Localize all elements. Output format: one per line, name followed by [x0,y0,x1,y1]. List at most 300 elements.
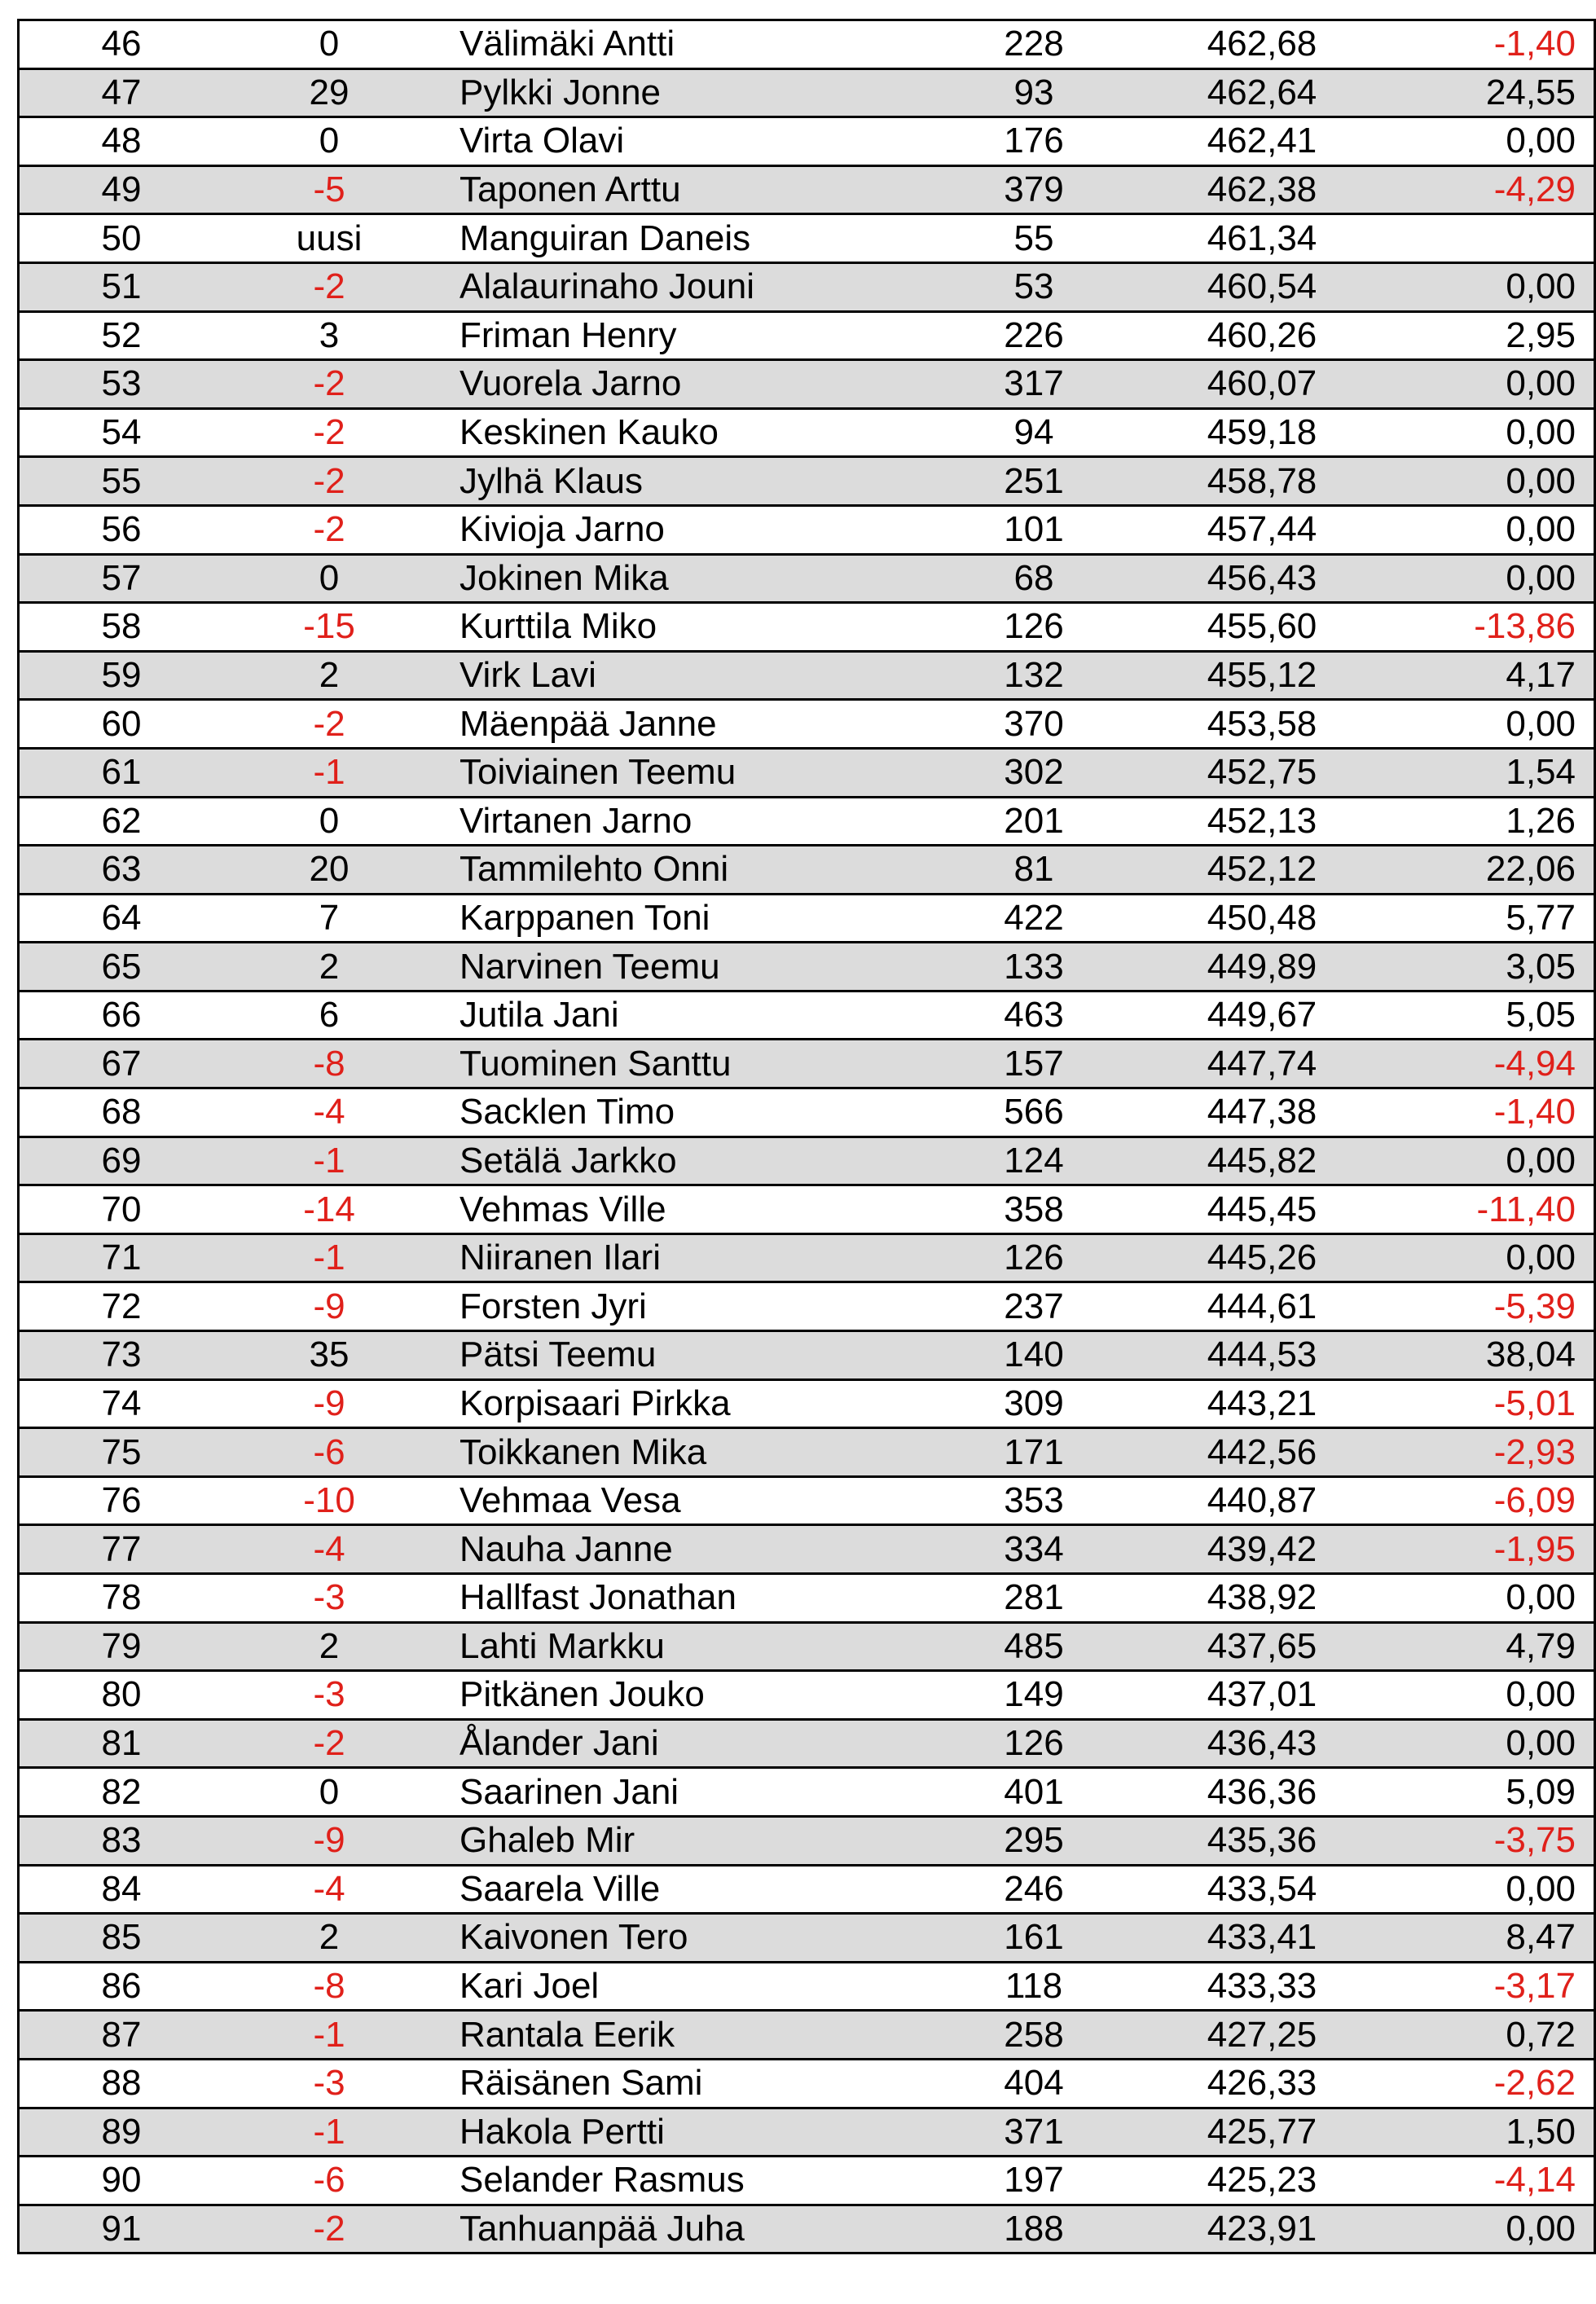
count-cell: 485 [940,1622,1128,1671]
name-cell: Lahti Markku [435,1622,940,1671]
count-cell: 188 [940,2205,1128,2253]
table-row [19,117,1595,166]
table-row [19,505,1595,554]
points-cell: 461,34 [1128,214,1396,263]
points-cell: 462,38 [1128,165,1396,214]
diff-cell: 1,50 [1396,2108,1595,2157]
points-cell: 447,38 [1128,1088,1396,1137]
diff-cell: -11,40 [1396,1185,1595,1234]
change-cell: -15 [223,603,435,652]
points-cell: 444,53 [1128,1331,1396,1380]
points-cell: 437,01 [1128,1671,1396,1720]
table-row [19,20,1595,69]
points-cell: 447,74 [1128,1040,1396,1088]
points-cell: 433,54 [1128,1865,1396,1914]
count-cell: 81 [940,846,1128,895]
rank-cell: 75 [19,1428,224,1477]
change-cell: 3 [223,311,435,360]
table-row [19,1768,1595,1817]
table-row [19,651,1595,700]
points-cell: 425,77 [1128,2108,1396,2157]
name-cell: Forsten Jyri [435,1282,940,1331]
diff-cell: 0,00 [1396,1233,1595,1282]
rank-cell: 88 [19,2059,224,2108]
change-cell: -6 [223,1428,435,1477]
rank-cell: 54 [19,408,224,457]
points-cell: 458,78 [1128,457,1396,506]
name-cell: Virta Olavi [435,117,940,166]
change-cell: -8 [223,1040,435,1088]
diff-cell: -2,93 [1396,1428,1595,1477]
points-cell: 462,41 [1128,117,1396,166]
diff-cell: 0,00 [1396,457,1595,506]
rank-cell: 77 [19,1525,224,1574]
rank-cell: 70 [19,1185,224,1234]
count-cell: 246 [940,1865,1128,1914]
rank-cell: 55 [19,457,224,506]
points-cell: 456,43 [1128,554,1396,603]
diff-cell: 1,26 [1396,797,1595,846]
points-cell: 460,07 [1128,360,1396,409]
count-cell: 379 [940,165,1128,214]
diff-cell: 0,00 [1396,505,1595,554]
diff-cell: 0,00 [1396,2205,1595,2253]
change-cell: -3 [223,1574,435,1623]
rank-cell: 60 [19,700,224,749]
change-cell: -5 [223,165,435,214]
diff-cell: 0,00 [1396,1574,1595,1623]
name-cell: Taponen Arttu [435,165,940,214]
count-cell: 176 [940,117,1128,166]
name-cell: Räisänen Sami [435,2059,940,2108]
table-row [19,2108,1595,2157]
count-cell: 370 [940,700,1128,749]
rank-cell: 65 [19,943,224,992]
change-cell: 2 [223,1622,435,1671]
table-row [19,214,1595,263]
count-cell: 422 [940,894,1128,943]
change-cell: -14 [223,1185,435,1234]
diff-cell [1396,214,1595,263]
diff-cell: -6,09 [1396,1476,1595,1525]
points-cell: 462,68 [1128,20,1396,69]
count-cell: 251 [940,457,1128,506]
table-row [19,2059,1595,2108]
count-cell: 334 [940,1525,1128,1574]
table-row [19,2205,1595,2253]
name-cell: Vehmas Ville [435,1185,940,1234]
rank-cell: 85 [19,1914,224,1963]
points-cell: 452,12 [1128,846,1396,895]
diff-cell: 5,05 [1396,991,1595,1040]
rank-cell: 51 [19,262,224,311]
name-cell: Mäenpää Janne [435,700,940,749]
diff-cell: -13,86 [1396,603,1595,652]
change-cell: -1 [223,748,435,797]
name-cell: Jutila Jani [435,991,940,1040]
name-cell: Setälä Jarkko [435,1137,940,1185]
name-cell: Selander Rasmus [435,2157,940,2205]
diff-cell: 24,55 [1396,68,1595,117]
diff-cell: 0,00 [1396,1865,1595,1914]
rank-cell: 80 [19,1671,224,1720]
rank-cell: 62 [19,797,224,846]
change-cell: 0 [223,554,435,603]
name-cell: Friman Henry [435,311,940,360]
change-cell: 0 [223,797,435,846]
count-cell: 140 [940,1331,1128,1380]
name-cell: Kivioja Jarno [435,505,940,554]
name-cell: Pylkki Jonne [435,68,940,117]
rank-cell: 86 [19,1962,224,2011]
change-cell: -10 [223,1476,435,1525]
table-row [19,1671,1595,1720]
table-row [19,1040,1595,1088]
name-cell: Tammilehto Onni [435,846,940,895]
change-cell: -9 [223,1282,435,1331]
count-cell: 371 [940,2108,1128,2157]
diff-cell: 3,05 [1396,943,1595,992]
table-row [19,360,1595,409]
rank-cell: 79 [19,1622,224,1671]
rank-cell: 84 [19,1865,224,1914]
change-cell: -2 [223,2205,435,2253]
count-cell: 126 [940,603,1128,652]
diff-cell: 5,77 [1396,894,1595,943]
count-cell: 149 [940,1671,1128,1720]
table-row [19,165,1595,214]
points-cell: 453,58 [1128,700,1396,749]
rank-cell: 56 [19,505,224,554]
table-row [19,68,1595,117]
name-cell: Saarela Ville [435,1865,940,1914]
count-cell: 228 [940,20,1128,69]
count-cell: 401 [940,1768,1128,1817]
table-row [19,1379,1595,1428]
rank-cell: 57 [19,554,224,603]
table-row [19,554,1595,603]
rank-cell: 68 [19,1088,224,1137]
rank-cell: 72 [19,1282,224,1331]
change-cell: -4 [223,1865,435,1914]
name-cell: Tanhuanpää Juha [435,2205,940,2253]
table-row [19,457,1595,506]
points-cell: 445,26 [1128,1233,1396,1282]
count-cell: 126 [940,1233,1128,1282]
table-row [19,748,1595,797]
points-cell: 427,25 [1128,2011,1396,2060]
ranking-table-body [19,20,1595,2253]
points-cell: 462,64 [1128,68,1396,117]
change-cell: -4 [223,1525,435,1574]
count-cell: 53 [940,262,1128,311]
name-cell: Virtanen Jarno [435,797,940,846]
count-cell: 302 [940,748,1128,797]
count-cell: 101 [940,505,1128,554]
count-cell: 566 [940,1088,1128,1137]
diff-cell: 0,00 [1396,262,1595,311]
points-cell: 437,65 [1128,1622,1396,1671]
change-cell: -2 [223,408,435,457]
table-row [19,1622,1595,1671]
rank-cell: 81 [19,1719,224,1768]
change-cell: 35 [223,1331,435,1380]
diff-cell: 5,09 [1396,1768,1595,1817]
name-cell: Tuominen Santtu [435,1040,940,1088]
name-cell: Kari Joel [435,1962,940,2011]
diff-cell: -3,75 [1396,1816,1595,1865]
points-cell: 457,44 [1128,505,1396,554]
name-cell: Jokinen Mika [435,554,940,603]
count-cell: 358 [940,1185,1128,1234]
table-row [19,2011,1595,2060]
diff-cell: 0,00 [1396,408,1595,457]
count-cell: 226 [940,311,1128,360]
table-row [19,1428,1595,1477]
name-cell: Vuorela Jarno [435,360,940,409]
change-cell: -6 [223,2157,435,2205]
name-cell: Pätsi Teemu [435,1331,940,1380]
points-cell: 445,82 [1128,1137,1396,1185]
rank-cell: 47 [19,68,224,117]
change-cell: 6 [223,991,435,1040]
diff-cell: 0,72 [1396,2011,1595,2060]
points-cell: 435,36 [1128,1816,1396,1865]
name-cell: Kurttila Miko [435,603,940,652]
points-cell: 440,87 [1128,1476,1396,1525]
points-cell: 436,43 [1128,1719,1396,1768]
points-cell: 443,21 [1128,1379,1396,1428]
rank-cell: 52 [19,311,224,360]
points-cell: 433,41 [1128,1914,1396,1963]
diff-cell: -4,14 [1396,2157,1595,2205]
name-cell: Karppanen Toni [435,894,940,943]
table-row [19,846,1595,895]
rank-cell: 89 [19,2108,224,2157]
table-row [19,1137,1595,1185]
count-cell: 171 [940,1428,1128,1477]
table-row [19,603,1595,652]
points-cell: 445,45 [1128,1185,1396,1234]
count-cell: 68 [940,554,1128,603]
table-row [19,1233,1595,1282]
rank-cell: 59 [19,651,224,700]
table-row [19,1282,1595,1331]
count-cell: 237 [940,1282,1128,1331]
change-cell: 0 [223,1768,435,1817]
table-row [19,797,1595,846]
change-cell: -1 [223,1137,435,1185]
table-row [19,1719,1595,1768]
change-cell: -1 [223,2108,435,2157]
rank-cell: 82 [19,1768,224,1817]
count-cell: 161 [940,1914,1128,1963]
rank-cell: 50 [19,214,224,263]
diff-cell: 4,17 [1396,651,1595,700]
count-cell: 317 [940,360,1128,409]
count-cell: 281 [940,1574,1128,1623]
rank-cell: 67 [19,1040,224,1088]
count-cell: 197 [940,2157,1128,2205]
rank-cell: 46 [19,20,224,69]
table-row [19,1525,1595,1574]
diff-cell: 22,06 [1396,846,1595,895]
change-cell: 0 [223,20,435,69]
change-cell: 20 [223,846,435,895]
diff-cell: 1,54 [1396,748,1595,797]
diff-cell: 2,95 [1396,311,1595,360]
points-cell: 423,91 [1128,2205,1396,2253]
count-cell: 258 [940,2011,1128,2060]
diff-cell: 8,47 [1396,1914,1595,1963]
rank-cell: 74 [19,1379,224,1428]
diff-cell: -4,94 [1396,1040,1595,1088]
count-cell: 309 [940,1379,1128,1428]
diff-cell: -1,40 [1396,1088,1595,1137]
table-row [19,1816,1595,1865]
name-cell: Toikkanen Mika [435,1428,940,1477]
change-cell: 2 [223,943,435,992]
table-row [19,943,1595,992]
table-row [19,1962,1595,2011]
points-cell: 452,75 [1128,748,1396,797]
count-cell: 295 [940,1816,1128,1865]
diff-cell: 0,00 [1396,117,1595,166]
rank-cell: 63 [19,846,224,895]
rank-cell: 53 [19,360,224,409]
table-row [19,1865,1595,1914]
change-cell: -1 [223,1233,435,1282]
diff-cell: 0,00 [1396,700,1595,749]
points-cell: 455,60 [1128,603,1396,652]
name-cell: Hallfast Jonathan [435,1574,940,1623]
count-cell: 353 [940,1476,1128,1525]
diff-cell: 38,04 [1396,1331,1595,1380]
rank-cell: 73 [19,1331,224,1380]
points-cell: 433,33 [1128,1962,1396,2011]
diff-cell: -1,95 [1396,1525,1595,1574]
diff-cell: 0,00 [1396,1671,1595,1720]
change-cell: -2 [223,360,435,409]
points-cell: 444,61 [1128,1282,1396,1331]
change-cell: -2 [223,457,435,506]
change-cell: 2 [223,1914,435,1963]
diff-cell: -4,29 [1396,165,1595,214]
table-row [19,700,1595,749]
name-cell: Virk Lavi [435,651,940,700]
count-cell: 126 [940,1719,1128,1768]
name-cell: Niiranen Ilari [435,1233,940,1282]
table-row [19,408,1595,457]
rank-cell: 87 [19,2011,224,2060]
count-cell: 124 [940,1137,1128,1185]
change-cell: 7 [223,894,435,943]
name-cell: Rantala Eerik [435,2011,940,2060]
table-row [19,2157,1595,2205]
table-row [19,894,1595,943]
points-cell: 455,12 [1128,651,1396,700]
change-cell: -9 [223,1816,435,1865]
rank-cell: 58 [19,603,224,652]
change-cell: 2 [223,651,435,700]
change-cell: -3 [223,2059,435,2108]
change-cell: 0 [223,117,435,166]
name-cell: Keskinen Kauko [435,408,940,457]
table-row [19,1331,1595,1380]
name-cell: Korpisaari Pirkka [435,1379,940,1428]
name-cell: Saarinen Jani [435,1768,940,1817]
rank-cell: 76 [19,1476,224,1525]
name-cell: Alalaurinaho Jouni [435,262,940,311]
rank-cell: 48 [19,117,224,166]
points-cell: 439,42 [1128,1525,1396,1574]
points-cell: 426,33 [1128,2059,1396,2108]
change-cell: -2 [223,262,435,311]
rank-cell: 71 [19,1233,224,1282]
rank-cell: 66 [19,991,224,1040]
points-cell: 425,23 [1128,2157,1396,2205]
points-cell: 459,18 [1128,408,1396,457]
change-cell: -3 [223,1671,435,1720]
name-cell: Sacklen Timo [435,1088,940,1137]
table-row [19,1574,1595,1623]
count-cell: 94 [940,408,1128,457]
name-cell: Jylhä Klaus [435,457,940,506]
points-cell: 460,26 [1128,311,1396,360]
diff-cell: -3,17 [1396,1962,1595,2011]
rank-cell: 83 [19,1816,224,1865]
rank-cell: 69 [19,1137,224,1185]
change-cell: 29 [223,68,435,117]
change-cell: -8 [223,1962,435,2011]
rank-cell: 61 [19,748,224,797]
table-row [19,991,1595,1040]
name-cell: Ålander Jani [435,1719,940,1768]
count-cell: 157 [940,1040,1128,1088]
name-cell: Vehmaa Vesa [435,1476,940,1525]
points-cell: 452,13 [1128,797,1396,846]
change-cell: -2 [223,1719,435,1768]
diff-cell: -5,01 [1396,1379,1595,1428]
points-cell: 460,54 [1128,262,1396,311]
points-cell: 436,36 [1128,1768,1396,1817]
name-cell: Narvinen Teemu [435,943,940,992]
rank-cell: 49 [19,165,224,214]
ranking-table [17,19,1596,2254]
change-cell: -2 [223,700,435,749]
diff-cell: 0,00 [1396,554,1595,603]
table-row [19,262,1595,311]
table-row [19,1476,1595,1525]
count-cell: 201 [940,797,1128,846]
count-cell: 93 [940,68,1128,117]
diff-cell: 0,00 [1396,1719,1595,1768]
rank-cell: 64 [19,894,224,943]
name-cell: Välimäki Antti [435,20,940,69]
name-cell: Nauha Janne [435,1525,940,1574]
count-cell: 118 [940,1962,1128,2011]
diff-cell: -1,40 [1396,20,1595,69]
table-row [19,1914,1595,1963]
diff-cell: 0,00 [1396,1137,1595,1185]
points-cell: 442,56 [1128,1428,1396,1477]
name-cell: Toiviainen Teemu [435,748,940,797]
change-cell: uusi [223,214,435,263]
points-cell: 438,92 [1128,1574,1396,1623]
points-cell: 449,67 [1128,991,1396,1040]
rank-cell: 91 [19,2205,224,2253]
table-row [19,1088,1595,1137]
